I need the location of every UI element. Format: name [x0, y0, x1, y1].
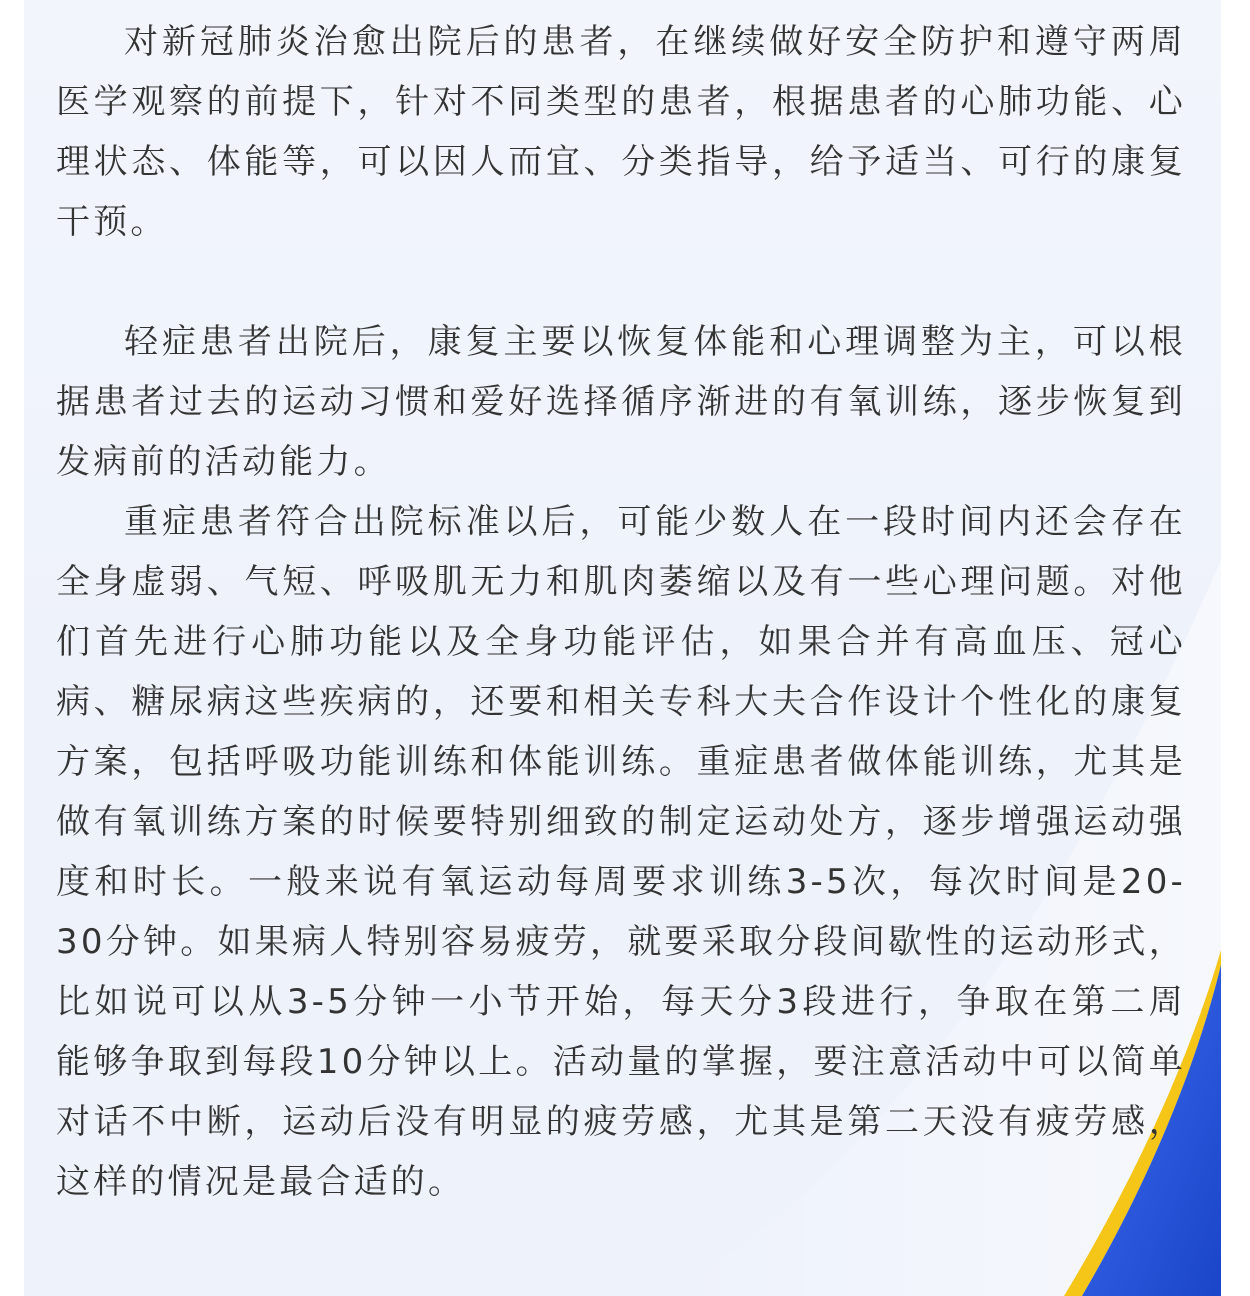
paragraph-spacer [56, 252, 1186, 312]
paragraph-intro: 对新冠肺炎治愈出院后的患者，在继续做好安全防护和遵守两周医学观察的前提下，针对不同类型的患者，根据患者的心肺功能、心理状态、体能等，可以因人而宜、分类指导，给予适当、可行的康复干预。 [56, 22, 1186, 242]
paragraph-severe-cases: 重症患者符合出院标准以后，可能少数人在一段时间内还会存在全身虚弱、气短、呼吸肌无力和肌肉萎缩以及有一些心理问题。对他们首先进行心肺功能以及全身功能评估，如果合并有高血压、冠心病、糖尿病这些疾病的，还要和相关专科大夫合作设计个性化的康复方案，包括呼吸功能训练和体能训练。重症患者做体能训练，尤其是做有氧训练方案的时候要特别细致的制定运动处方，逐步增强运动强度和时长。一般来说有氧运动每周要求训练3-5次，每次时间是20-30分钟。如果病人特别容易疲劳，就要采取分段间歇性的运动形式，比如说可以从3-5分钟一小节开始，每天分3段进行，争取在第二周能够争取到每段10分钟以上。活动量的掌握，要注意活动中可以简单对话不中断，运动后没有明显的疲劳感，尤其是第二天没有疲劳感，这样的情况是最合适的。 [56, 502, 1186, 1202]
article-body [56, 12, 1186, 1212]
article-card [24, 0, 1221, 1296]
paragraph-mild-cases: 轻症患者出院后，康复主要以恢复体能和心理调整为主，可以根据患者过去的运动习惯和爱好选择循序渐进的有氧训练，逐步恢复到发病前的活动能力。 [56, 322, 1186, 482]
